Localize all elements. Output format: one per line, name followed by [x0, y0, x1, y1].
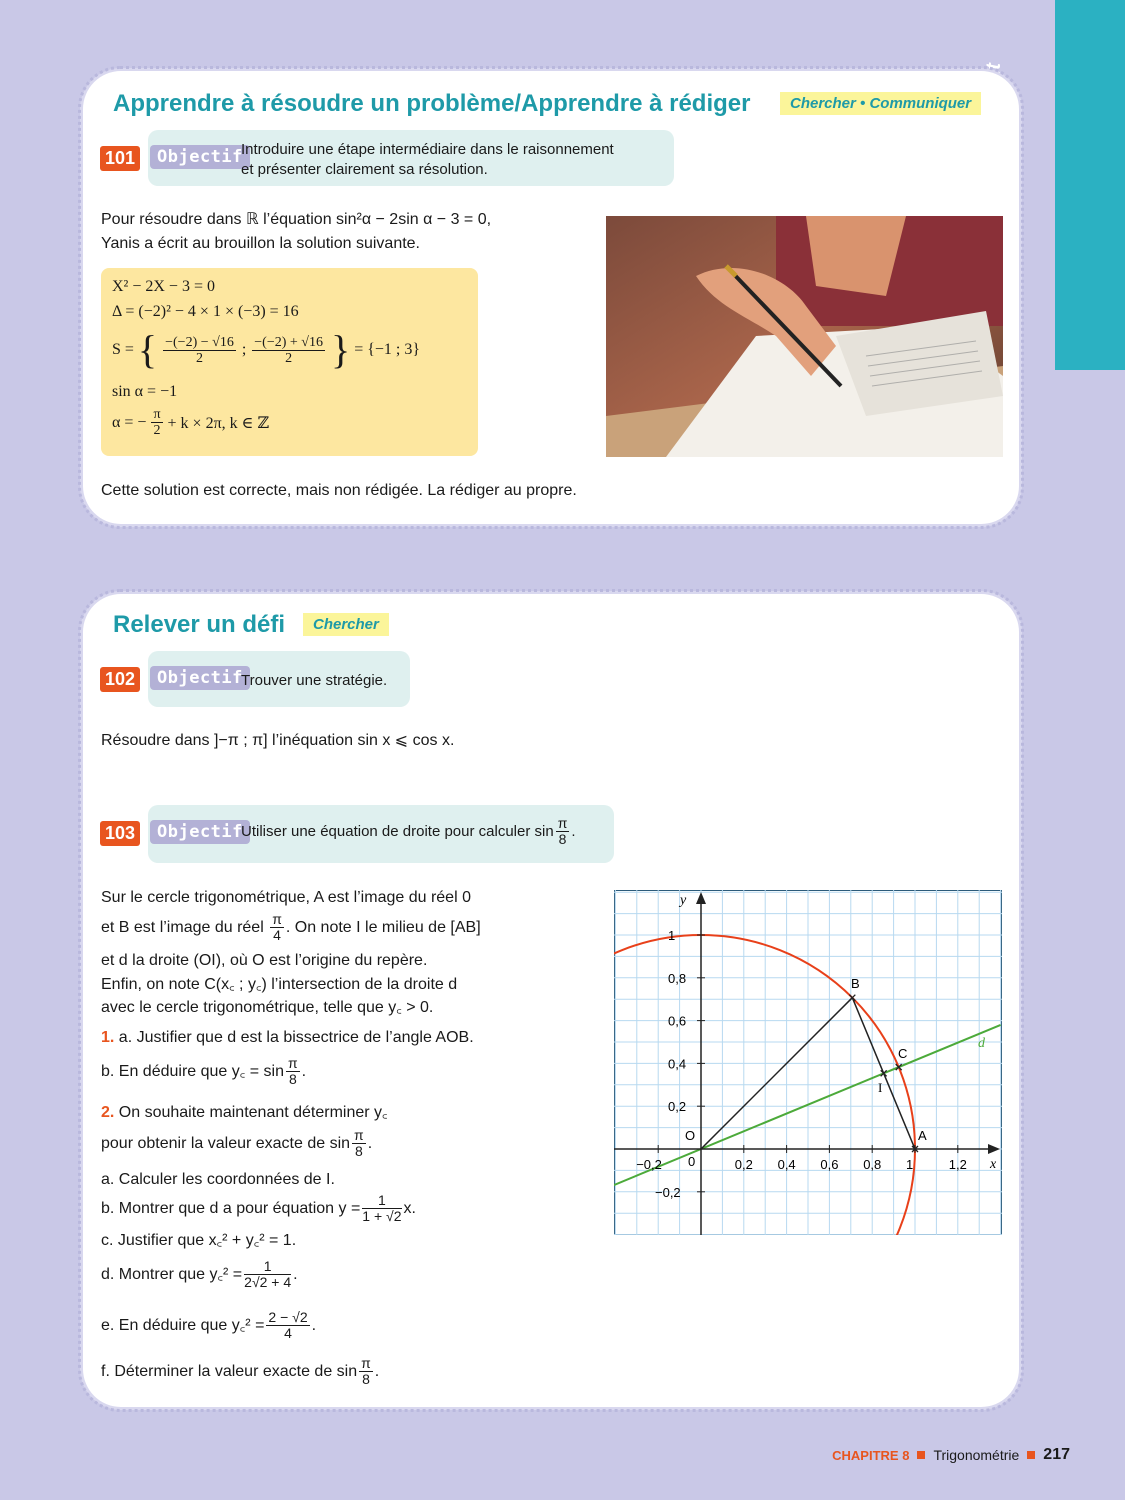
origin-label: O: [685, 1128, 696, 1143]
ex103-q2c: c. Justifier que x꜀² + y꜀² = 1.: [101, 1232, 297, 1249]
point-label-B: B: [851, 976, 860, 991]
line-d-label: d: [978, 1036, 985, 1051]
point-label-I: I: [878, 1080, 883, 1095]
ex101-objective-label: Objectif: [150, 145, 250, 169]
ex101-objective-line1: Introduire une étape intermédiaire dans le raisonnement: [241, 141, 614, 158]
section2-tag: Chercher: [303, 613, 389, 636]
draft-l3-s: S =: [112, 341, 134, 358]
ex102-objective-label: Objectif: [150, 666, 250, 690]
point-label-A: A: [918, 1128, 927, 1143]
y-tick-label: 1: [668, 928, 676, 943]
ex103-q2-line2: pour obtenir la valeur exacte de sin $\frac{\pi}{8}$ .: [101, 1127, 373, 1159]
ex103-objective-label: Objectif: [150, 820, 250, 844]
section2-title: Relever un défi: [113, 611, 286, 638]
draft-line-4: sin α = −1: [112, 383, 178, 400]
point-label-C: C: [898, 1046, 908, 1061]
ex103-q2f: f. Déterminer la valeur exacte de sin $\frac{\pi}{8}$ .: [101, 1355, 380, 1387]
page-footer: [832, 1446, 1070, 1464]
footer-title: Trigonométrie: [933, 1447, 1020, 1463]
footer-square-1: [917, 1451, 925, 1459]
y-tick-label: 0,4: [668, 1056, 687, 1072]
ex103-number: 103: [100, 821, 140, 846]
side-tab: [1055, 0, 1125, 370]
ex103-q2-line1: 2. On souhaite maintenant déterminer y꜀: [101, 1104, 388, 1121]
ex103-q1b: b. En déduire que y꜀ = sin $\frac{\pi}{8}$ .: [101, 1055, 307, 1087]
ex101-intro-line2: Yanis a écrit au brouillon la solution suivante.: [101, 235, 420, 252]
ex103-p5: avec le cercle trigonométrique, telle que y꜀ > 0.: [101, 999, 434, 1016]
origin-zero-label: 0: [688, 1154, 696, 1169]
x-tick-label: 1,2: [948, 1157, 967, 1172]
y-tick-label: 0,2: [668, 1099, 687, 1115]
y-axis-label: y: [680, 893, 687, 908]
ex101-objective-line2: et présenter clairement sa résolution.: [241, 161, 488, 178]
ex102-statement: Résoudre dans ]−π ; π] l’inéquation sin x ⩽ cos x.: [101, 732, 455, 749]
footer-chapter: CHAPITRE 8: [832, 1447, 910, 1463]
ex103-p4: Enfin, on note C(x꜀ ; y꜀) l’intersection de la droite d: [101, 976, 458, 993]
draft-frac-1: $\frac{-(-2) - √16}{2}$: [165, 334, 234, 366]
trig-circle-graph: [614, 890, 1002, 1235]
y-tick-label: 0,6: [668, 1013, 687, 1029]
draft-l3-result: = {−1 ; 3}: [354, 341, 421, 358]
y-tick-label: −0,2: [655, 1184, 681, 1200]
footer-page-number: 217: [1043, 1446, 1070, 1463]
ex102-number: 102: [100, 667, 140, 692]
section1-title: Apprendre à résoudre un problème/Apprendre à rédiger: [113, 90, 751, 117]
x-tick-label: 1: [906, 1157, 914, 1172]
footer-square-2: [1027, 1451, 1035, 1459]
ex103-q2e: e. En déduire que y꜀² = $\frac{2 - √2}{4}$ .: [101, 1309, 317, 1341]
ex102-objective: Trouver une stratégie.: [241, 672, 388, 689]
ex101-intro-line1: Pour résoudre dans ℝ l’équation sin²α − 2sin α − 3 = 0,: [101, 211, 492, 228]
ex103-q2a: a. Calculer les coordonnées de I.: [101, 1171, 335, 1188]
ex103-p1: Sur le cercle trigonométrique, A est l’image du réel 0: [101, 889, 471, 906]
y-tick-label: 0,8: [668, 970, 687, 986]
x-tick-label: 0,6: [820, 1157, 839, 1172]
draft-line-3: S = { $\frac{-(-2) - √16}{2}$ ; $\frac{-(-2) + √16}{2}$ } = {−1 ; 3}: [112, 327, 421, 372]
ex103-p2: et B est l’image du réel $\frac{\pi}{4}$ . On note I le milieu de [AB]: [101, 911, 481, 943]
ex101-number: 101: [100, 146, 140, 171]
ex103-objective: Utiliser une équation de droite pour calculer sin $\frac{\pi}{8}$ .: [241, 815, 576, 847]
draft-line-1: X² − 2X − 3 = 0: [112, 278, 215, 295]
x-tick-label: 0,4: [777, 1157, 796, 1172]
brace-left: {: [137, 327, 158, 372]
ex103-q2d: d. Montrer que y꜀² = $\frac{1}{2√2 + 4}$ .: [101, 1258, 298, 1290]
draft-line-2: Δ = (−2)² − 4 × 1 × (−3) = 16: [112, 303, 299, 320]
brace-right: }: [330, 327, 351, 372]
draft-line-5: α = − $\frac{\pi}{2}$ + k × 2π, k ∈ ℤ: [112, 407, 270, 438]
ex103-q2b: b. Montrer que d a pour équation y = $\frac{1}{1 + √2}$ x.: [101, 1192, 416, 1224]
x-tick-label: 0,8: [863, 1157, 882, 1172]
ex103-q1a: 1. a. Justifier que d est la bissectrice de l’angle AOB.: [101, 1029, 474, 1046]
student-writing-photo: [606, 216, 1003, 457]
x-tick-label: −0,2: [636, 1157, 662, 1172]
ex103-p3: et d la droite (OI), où O est l’origine du repère.: [101, 952, 428, 969]
section1-tag: Chercher • Communiquer: [780, 92, 981, 115]
photo-illustration: [606, 216, 1003, 457]
ex101-conclusion: Cette solution est correcte, mais non rédigée. La rédiger au propre.: [101, 482, 577, 499]
x-axis-label: x: [990, 1157, 997, 1172]
draft-frac-2: $\frac{-(-2) + √16}{2}$: [254, 334, 323, 366]
x-tick-label: 0,2: [734, 1157, 753, 1172]
